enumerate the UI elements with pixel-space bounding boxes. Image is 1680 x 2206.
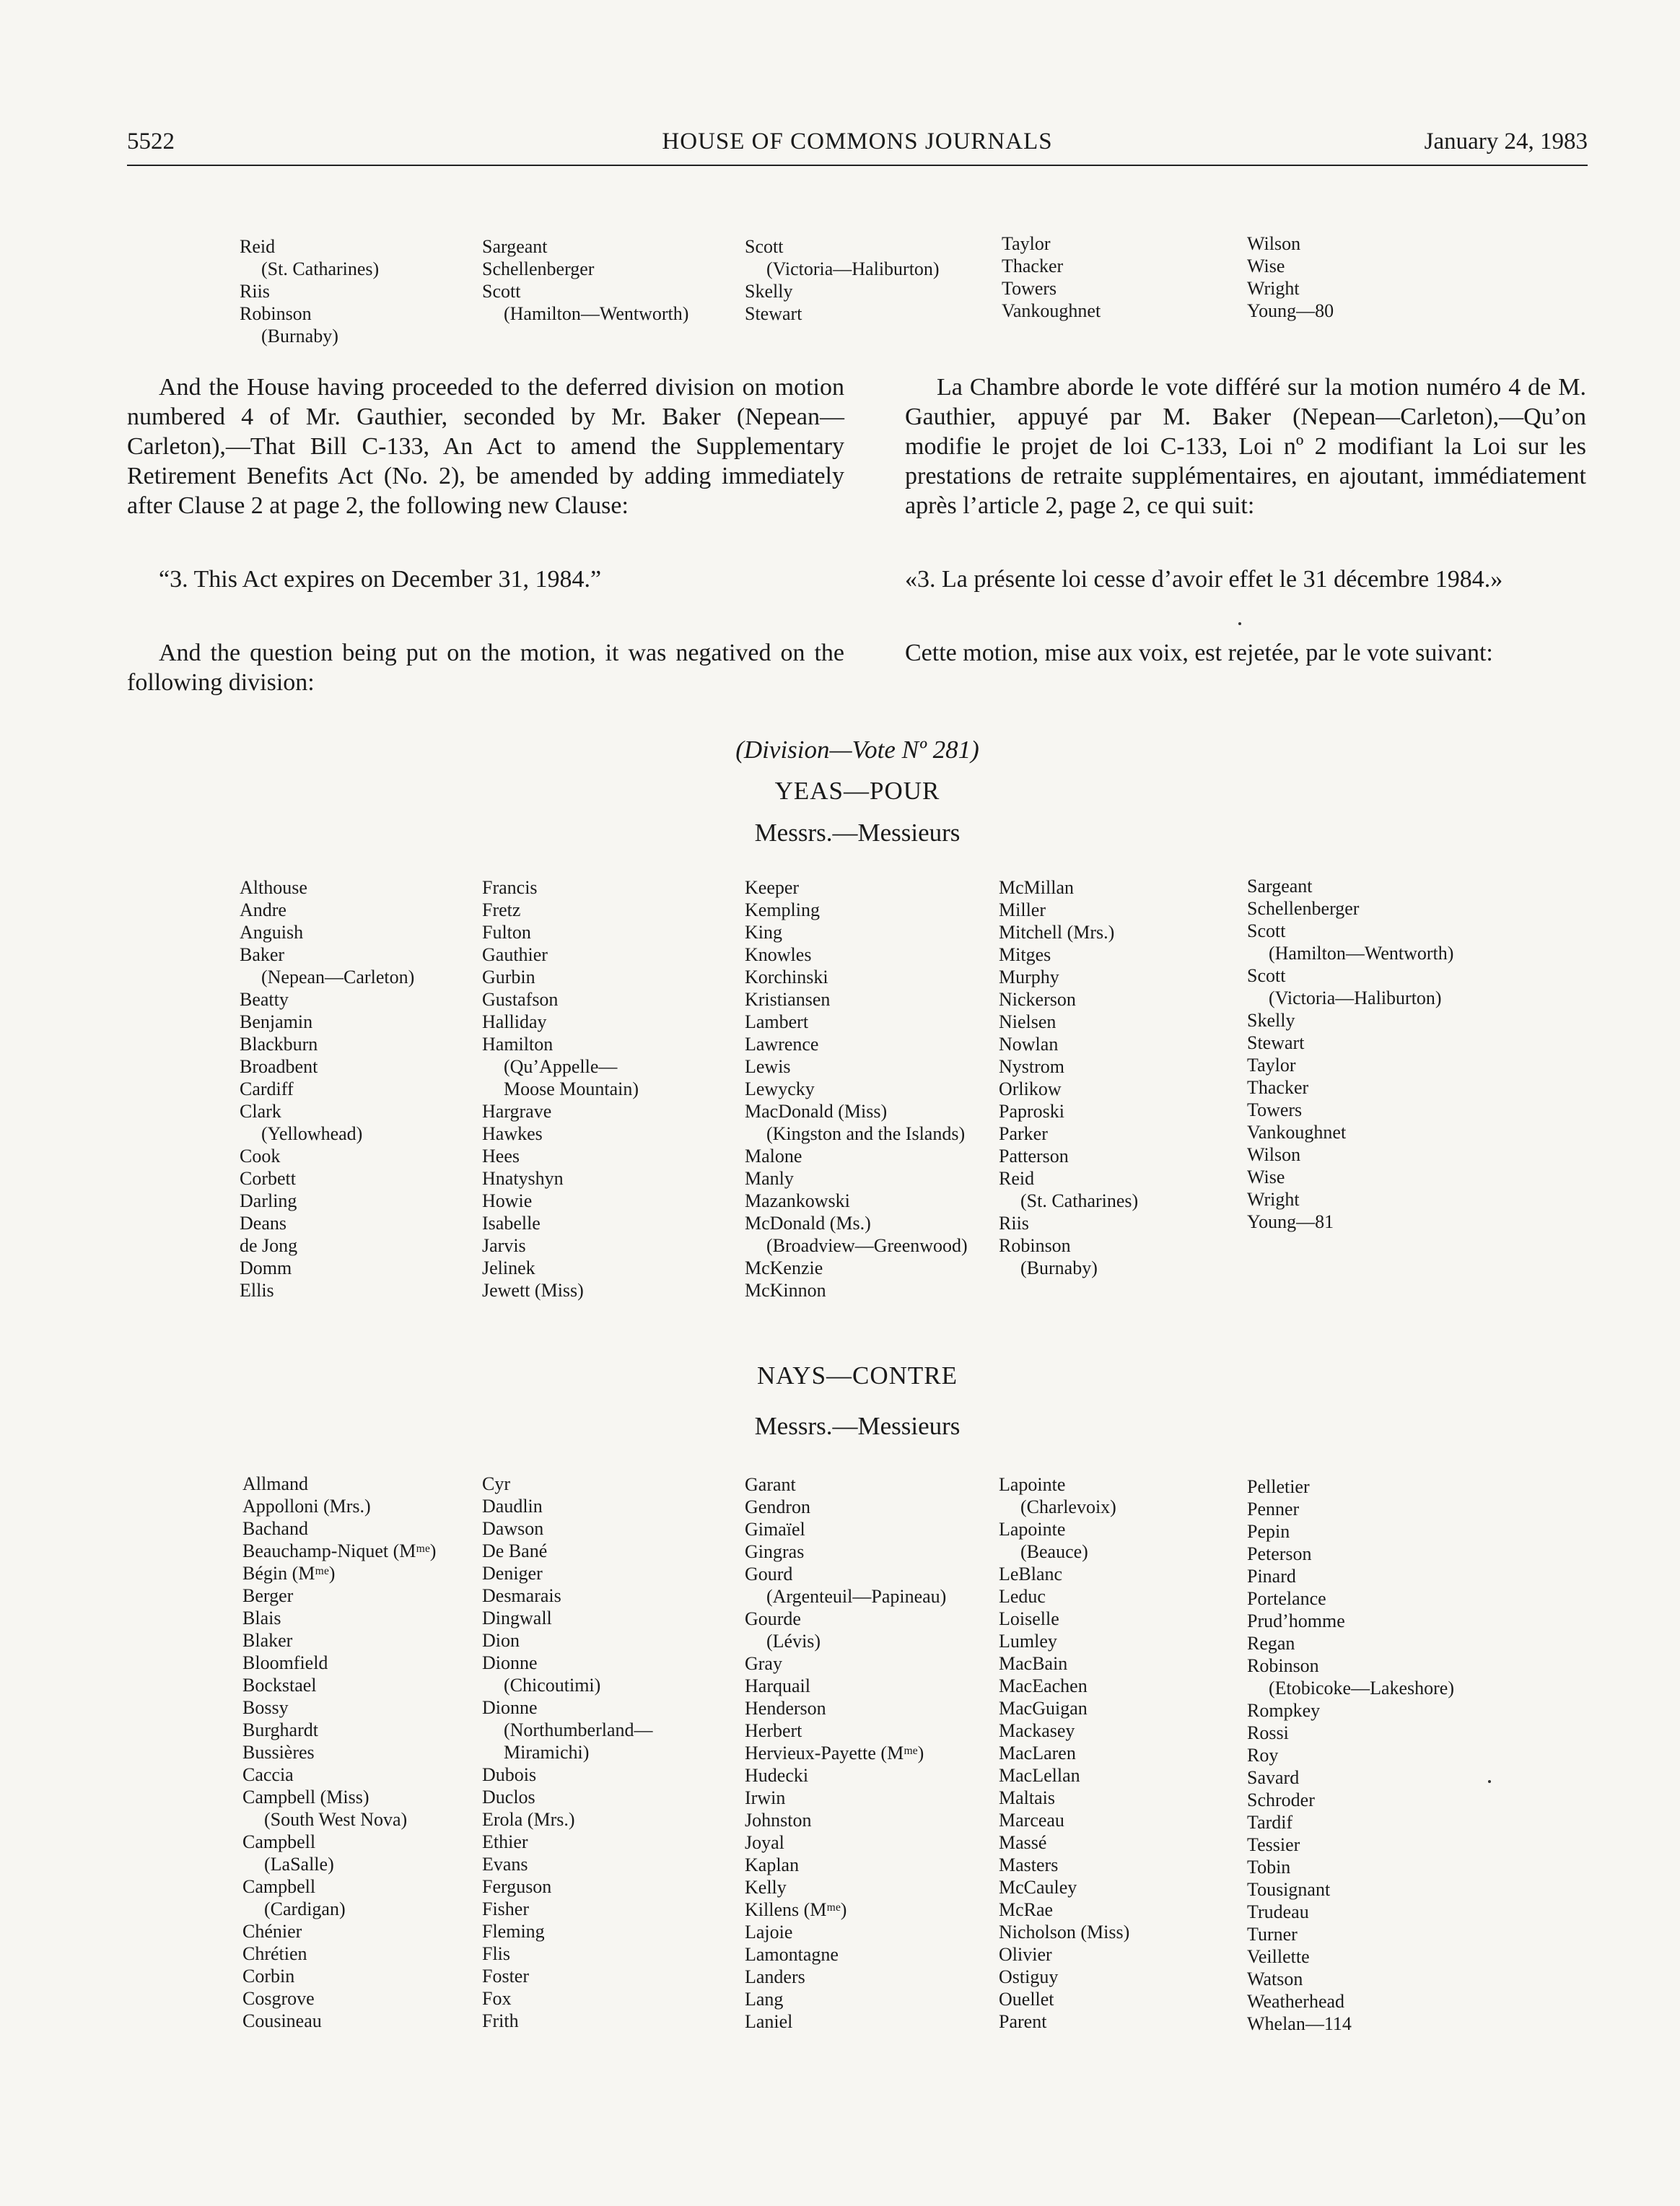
- member-name: Deans: [240, 1213, 286, 1234]
- member-name: Lambert: [745, 1011, 809, 1032]
- member-name: Bloomfield: [242, 1652, 328, 1673]
- member-name: Dubois: [482, 1764, 537, 1785]
- member-name: Stewart: [745, 303, 802, 324]
- member-name: Taylor: [1247, 1055, 1296, 1076]
- member-name: Korchinski: [745, 967, 828, 988]
- prev-col-4: [1002, 232, 1101, 322]
- english-quote: “3. This Act expires on December 31, 1984.”: [159, 566, 602, 593]
- member-name: Bégin (Mᵐᵉ): [242, 1563, 336, 1584]
- member-name: Howie: [482, 1190, 533, 1211]
- member-name: Andre: [240, 899, 286, 920]
- member-name: Herbert: [745, 1720, 802, 1741]
- member-name: Tessier: [1247, 1834, 1300, 1855]
- member-name: Blaker: [242, 1630, 293, 1651]
- yeas-col-2: [482, 876, 639, 1302]
- member-riding: (Hamilton—Wentworth): [1269, 943, 1454, 964]
- division-heading: (Division—Vote Nº 281): [735, 736, 979, 764]
- member-name: Wise: [1247, 1167, 1285, 1187]
- member-name: Henderson: [745, 1698, 826, 1719]
- member-name: Evans: [482, 1854, 528, 1875]
- member-name: Sargeant: [482, 236, 548, 257]
- member-name: McRae: [999, 1899, 1054, 1920]
- member-name: Pelletier: [1247, 1476, 1310, 1497]
- member-name: Young—80: [1247, 300, 1334, 321]
- member-name: Berger: [242, 1585, 294, 1606]
- member-name: Young—81: [1247, 1211, 1334, 1232]
- member-riding: (Victoria—Haliburton): [1269, 988, 1442, 1008]
- member-name: Savard: [1247, 1767, 1300, 1788]
- member-name: Francis: [482, 877, 538, 898]
- member-name: Nystrom: [999, 1056, 1064, 1077]
- member-name: Manly: [745, 1168, 794, 1189]
- member-name: Orlikow: [999, 1078, 1062, 1099]
- member-name: Cousineau: [242, 2010, 322, 2031]
- member-name: Watson: [1247, 1969, 1303, 1989]
- member-name: Jelinek: [482, 1257, 535, 1278]
- member-name: MacGuigan: [999, 1698, 1088, 1719]
- member-name: Johnston: [745, 1810, 812, 1831]
- member-name: Hamilton: [482, 1034, 554, 1055]
- yeas-col-5: [1247, 875, 1453, 1233]
- member-name: Dionne: [482, 1652, 538, 1673]
- nays-col-3: [745, 1473, 946, 2033]
- member-name: Pepin: [1247, 1521, 1290, 1542]
- member-name: Lapointe: [999, 1474, 1066, 1495]
- member-name: Foster: [482, 1966, 529, 1987]
- member-riding: (Beauce): [1020, 1541, 1088, 1562]
- member-name: Lang: [745, 1989, 784, 2010]
- member-name: Wise: [1247, 256, 1285, 276]
- member-name: Fretz: [482, 899, 521, 920]
- member-name: Knowles: [745, 944, 812, 965]
- member-name: Bussières: [242, 1742, 315, 1763]
- member-riding: (Nepean—Carleton): [261, 967, 415, 988]
- member-name: Patterson: [999, 1146, 1069, 1167]
- member-name: Dion: [482, 1630, 520, 1651]
- member-name: King: [745, 922, 782, 943]
- member-name: Parker: [999, 1123, 1048, 1144]
- member-name: Bockstael: [242, 1675, 317, 1696]
- member-name: Flis: [482, 1943, 511, 1964]
- member-name: Hudecki: [745, 1765, 809, 1786]
- member-name: Corbett: [240, 1168, 296, 1189]
- member-name: Scott: [1247, 920, 1286, 941]
- member-name: Lawrence: [745, 1034, 819, 1055]
- member-name: Bossy: [242, 1697, 289, 1718]
- member-name: Gourd: [745, 1564, 793, 1584]
- member-name: Gurbin: [482, 967, 535, 988]
- member-riding: Moose Mountain): [504, 1078, 639, 1099]
- member-name: Turner: [1247, 1924, 1298, 1945]
- member-name: Ostiguy: [999, 1966, 1059, 1987]
- member-name: Caccia: [242, 1764, 294, 1785]
- member-name: Leduc: [999, 1586, 1046, 1607]
- member-riding: Miramichi): [504, 1742, 590, 1763]
- member-name: Maltais: [999, 1787, 1055, 1808]
- member-name: Irwin: [745, 1787, 786, 1808]
- member-name: Campbell: [242, 1876, 316, 1897]
- member-name: Jarvis: [482, 1235, 526, 1256]
- member-riding: (Hamilton—Wentworth): [504, 303, 689, 324]
- member-name: Towers: [1002, 278, 1057, 299]
- member-name: Hargrave: [482, 1101, 552, 1122]
- prev-col-2: [482, 235, 688, 325]
- member-name: Loiselle: [999, 1608, 1059, 1629]
- french-quote: [905, 564, 1586, 594]
- member-name: Halliday: [482, 1011, 547, 1032]
- member-name: Marceau: [999, 1810, 1064, 1831]
- member-name: McCauley: [999, 1877, 1077, 1898]
- member-name: Schroder: [1247, 1789, 1315, 1810]
- member-name: Domm: [240, 1257, 292, 1278]
- member-name: Gray: [745, 1653, 782, 1674]
- member-name: Hees: [482, 1146, 520, 1167]
- french-quote-text: «3. La présente loi cesse d’avoir effet le 31 décembre 1984.»: [905, 566, 1503, 593]
- member-name: MacBain: [999, 1653, 1068, 1674]
- member-riding: (Lévis): [766, 1631, 821, 1652]
- yeas-subheading: Messrs.—Messieurs: [754, 819, 961, 847]
- member-name: Vankoughnet: [1002, 300, 1101, 321]
- member-name: Reid: [240, 236, 276, 257]
- member-name: Peterson: [1247, 1543, 1312, 1564]
- member-name: Ellis: [240, 1280, 274, 1301]
- prev-col-1: [240, 235, 379, 347]
- member-name: Cyr: [482, 1473, 510, 1494]
- yeas-col-3: [745, 876, 968, 1302]
- member-name: Cook: [240, 1146, 281, 1167]
- member-name: Penner: [1247, 1499, 1300, 1520]
- english-motion-paragraph: And the House having proceeded to the deferred division on motion numbered 4 of Mr. Gauthier, seconded by Mr. Baker (Nepean—Carleton),—That Bill C-133, An Act to amend the Supplementary Retirement Benefits Act (No. 2), be amended by adding immediately after Clause 2 at page 2, the following new Clause:: [127, 374, 844, 519]
- member-name: Cosgrove: [242, 1988, 315, 2009]
- member-name: Robinson: [1247, 1655, 1319, 1676]
- member-name: Pinard: [1247, 1566, 1296, 1587]
- member-riding: (St. Catharines): [261, 258, 380, 279]
- french-division-paragraph: Cette motion, mise aux voix, est rejetée, par le vote suivant:: [905, 640, 1493, 666]
- member-name: Ouellet: [999, 1989, 1054, 2010]
- member-name: Massé: [999, 1832, 1047, 1853]
- member-name: Allmand: [242, 1473, 308, 1494]
- member-name: Mackasey: [999, 1720, 1075, 1741]
- nays-subheading: Messrs.—Messieurs: [754, 1412, 961, 1440]
- member-name: Nicholson (Miss): [999, 1922, 1130, 1943]
- yeas-col-1: [240, 876, 414, 1302]
- member-name: Riis: [999, 1213, 1029, 1234]
- member-name: Taylor: [1002, 233, 1051, 254]
- member-name: Vankoughnet: [1247, 1122, 1347, 1143]
- member-name: Nickerson: [999, 989, 1076, 1010]
- member-name: Joyal: [745, 1832, 784, 1853]
- member-name: De Bané: [482, 1540, 548, 1561]
- member-name: McKinnon: [745, 1280, 826, 1301]
- member-name: Hnatyshyn: [482, 1168, 564, 1189]
- member-name: Roy: [1247, 1745, 1279, 1766]
- member-name: Kelly: [745, 1877, 787, 1898]
- member-name: Hervieux-Payette (Mᵐᵉ): [745, 1743, 924, 1764]
- member-name: Killens (Mᵐᵉ): [745, 1899, 847, 1920]
- prev-col-3: [745, 235, 940, 325]
- member-name: Lewycky: [745, 1078, 815, 1099]
- member-riding: (Etobicoke—Lakeshore): [1269, 1678, 1455, 1699]
- member-name: Gustafson: [482, 989, 559, 1010]
- member-name: Lajoie: [745, 1922, 793, 1943]
- member-name: Veillette: [1247, 1946, 1310, 1967]
- member-name: Jewett (Miss): [482, 1280, 584, 1301]
- member-name: Ethier: [482, 1831, 528, 1852]
- member-name: Fisher: [482, 1898, 529, 1919]
- member-name: Appolloni (Mrs.): [242, 1496, 371, 1517]
- member-name: Scott: [482, 281, 521, 302]
- nays-col-4: [999, 1473, 1129, 2033]
- member-name: MacLellan: [999, 1765, 1080, 1786]
- member-name: Baker: [240, 944, 285, 965]
- member-name: Mazankowski: [745, 1190, 850, 1211]
- member-name: Gendron: [745, 1496, 810, 1517]
- member-name: Blackburn: [240, 1034, 318, 1055]
- member-name: Towers: [1247, 1099, 1303, 1120]
- member-name: Campbell (Miss): [242, 1787, 369, 1808]
- french-motion-paragraph: La Chambre aborde le vote différé sur la motion numéro 4 de M. Gauthier, appuyé par M. Baker (Nepean—Carleton),—Qu’on modifie le projet de loi C-133, Loi nº 2 modifiant la Loi sur les prestations de retraite supplémentaires, en ajoutant, immédiatement après l’article 2, page 2, ce qui suit:: [905, 374, 1586, 519]
- member-riding: (St. Catharines): [1020, 1190, 1139, 1211]
- member-name: Reid: [999, 1168, 1035, 1189]
- member-name: Scott: [1247, 965, 1286, 986]
- member-name: Stewart: [1247, 1032, 1305, 1053]
- member-riding: (Yellowhead): [261, 1123, 363, 1144]
- member-name: Tobin: [1247, 1857, 1291, 1878]
- member-name: Lewis: [745, 1056, 791, 1077]
- yeas-heading: YEAS—POUR: [774, 777, 940, 805]
- member-riding: (South West Nova): [264, 1809, 408, 1830]
- member-name: Schellenberger: [1247, 898, 1360, 919]
- member-riding: (Burnaby): [1020, 1257, 1098, 1278]
- member-riding: (Northumberland—: [504, 1719, 653, 1740]
- member-name: Mitchell (Mrs.): [999, 922, 1115, 943]
- member-riding: (Charlevoix): [1020, 1496, 1116, 1517]
- member-name: Parent: [999, 2011, 1047, 2032]
- member-name: Desmarais: [482, 1585, 561, 1606]
- member-name: Rossi: [1247, 1722, 1289, 1743]
- member-riding: (Broadview—Greenwood): [766, 1235, 968, 1256]
- member-riding: (Cardigan): [264, 1898, 346, 1919]
- member-name: MacEachen: [999, 1675, 1088, 1696]
- member-riding: (Burnaby): [261, 326, 338, 346]
- member-name: Wright: [1247, 278, 1300, 299]
- journal-title: HOUSE OF COMMONS JOURNALS: [662, 128, 1053, 154]
- member-name: Weatherhead: [1247, 1991, 1345, 2012]
- nays-col-1: [242, 1473, 436, 2032]
- member-name: Chrétien: [242, 1943, 307, 1964]
- member-name: Riis: [240, 281, 270, 302]
- member-name: Dingwall: [482, 1608, 552, 1629]
- member-name: Ferguson: [482, 1876, 552, 1897]
- member-name: Lapointe: [999, 1519, 1066, 1540]
- member-name: Robinson: [999, 1235, 1071, 1256]
- member-riding: (Argenteuil—Papineau): [766, 1586, 947, 1607]
- member-name: Campbell: [242, 1831, 316, 1852]
- member-name: Clark: [240, 1101, 281, 1122]
- nays-heading: NAYS—CONTRE: [756, 1361, 958, 1390]
- member-name: Keeper: [745, 877, 800, 898]
- member-name: Kristiansen: [745, 989, 831, 1010]
- member-name: Masters: [999, 1854, 1059, 1875]
- member-name: Chénier: [242, 1921, 302, 1942]
- member-name: McDonald (Ms.): [745, 1213, 871, 1234]
- page-number: 5522: [127, 128, 175, 154]
- member-name: LeBlanc: [999, 1564, 1063, 1584]
- member-name: Trudeau: [1247, 1901, 1309, 1922]
- member-name: Skelly: [745, 281, 793, 302]
- member-name: Malone: [745, 1146, 802, 1167]
- english-division-paragraph: And the question being put on the motion, it was negatived on the following division:: [127, 640, 844, 696]
- member-name: Tardif: [1247, 1812, 1293, 1833]
- member-name: Mitges: [999, 944, 1051, 965]
- member-name: Whelan—114: [1247, 2013, 1352, 2034]
- member-name: McMillan: [999, 877, 1074, 898]
- member-name: Harquail: [745, 1675, 810, 1696]
- member-name: Laniel: [745, 2011, 793, 2032]
- prev-col-5: [1247, 232, 1334, 322]
- member-name: Sargeant: [1247, 876, 1313, 897]
- print-speck: [1238, 622, 1241, 625]
- member-name: Benjamin: [240, 1011, 313, 1032]
- member-name: Lumley: [999, 1631, 1057, 1652]
- member-name: Cardiff: [240, 1078, 294, 1099]
- member-name: de Jong: [240, 1235, 298, 1256]
- member-name: Schellenberger: [482, 258, 595, 279]
- journal-date: January 24, 1983: [1424, 128, 1588, 154]
- member-name: Dawson: [482, 1518, 544, 1539]
- member-name: Fox: [482, 1988, 512, 2009]
- member-name: Anguish: [240, 922, 304, 943]
- member-riding: (Qu’Appelle—: [504, 1056, 618, 1077]
- member-name: Prud’homme: [1247, 1610, 1345, 1631]
- member-name: Gauthier: [482, 944, 548, 965]
- member-name: Tousignant: [1247, 1879, 1331, 1900]
- member-name: MacDonald (Miss): [745, 1101, 888, 1122]
- member-name: Dionne: [482, 1697, 538, 1718]
- header-rule: [127, 165, 1588, 166]
- member-name: Burghardt: [242, 1719, 318, 1740]
- member-name: Thacker: [1247, 1077, 1309, 1098]
- member-name: Isabelle: [482, 1213, 541, 1234]
- member-name: Kempling: [745, 899, 820, 920]
- member-name: Olivier: [999, 1944, 1052, 1965]
- yeas-col-4: [999, 876, 1138, 1279]
- member-name: Landers: [745, 1966, 805, 1987]
- member-name: Fulton: [482, 922, 531, 943]
- member-name: Broadbent: [240, 1056, 318, 1077]
- member-name: Robinson: [240, 303, 312, 324]
- member-name: Darling: [240, 1190, 297, 1211]
- member-riding: (Kingston and the Islands): [766, 1123, 966, 1144]
- member-name: Portelance: [1247, 1588, 1326, 1609]
- member-name: Duclos: [482, 1787, 535, 1808]
- member-name: Fleming: [482, 1921, 545, 1942]
- member-name: Daudlin: [482, 1496, 543, 1517]
- member-name: Nielsen: [999, 1011, 1056, 1032]
- member-name: Wilson: [1247, 1144, 1301, 1165]
- member-name: Thacker: [1002, 256, 1064, 276]
- member-name: Nowlan: [999, 1034, 1059, 1055]
- member-riding: (Chicoutimi): [504, 1675, 601, 1696]
- member-name: Blais: [242, 1608, 281, 1629]
- member-name: Kaplan: [745, 1854, 800, 1875]
- member-name: Lamontagne: [745, 1944, 839, 1965]
- member-name: Althouse: [240, 877, 307, 898]
- member-name: Murphy: [999, 967, 1059, 988]
- member-name: Skelly: [1247, 1010, 1295, 1031]
- page-header: [127, 128, 1588, 166]
- member-name: Corbin: [242, 1966, 295, 1987]
- member-name: McKenzie: [745, 1257, 823, 1278]
- member-name: Gingras: [745, 1541, 805, 1562]
- member-name: Wilson: [1247, 233, 1301, 254]
- member-name: Beauchamp-Niquet (Mᵐᵉ): [242, 1540, 437, 1561]
- member-name: Gourde: [745, 1608, 801, 1629]
- member-name: Garant: [745, 1474, 796, 1495]
- member-name: Miller: [999, 899, 1046, 920]
- print-speck: [1488, 1780, 1491, 1783]
- member-name: Wright: [1247, 1189, 1300, 1210]
- member-name: Frith: [482, 2010, 519, 2031]
- member-name: Hawkes: [482, 1123, 543, 1144]
- member-name: Paproski: [999, 1101, 1064, 1122]
- member-name: Deniger: [482, 1563, 543, 1584]
- nays-col-2: [482, 1473, 653, 2032]
- member-name: Gimaïel: [745, 1519, 805, 1540]
- member-riding: (LaSalle): [264, 1854, 334, 1875]
- member-name: Bachand: [242, 1518, 308, 1539]
- nays-col-5: [1247, 1475, 1454, 2035]
- member-riding: (Victoria—Haliburton): [766, 258, 940, 279]
- member-name: Rompkey: [1247, 1700, 1321, 1721]
- member-name: Erola (Mrs.): [482, 1809, 575, 1830]
- member-name: Regan: [1247, 1633, 1295, 1654]
- member-name: Beatty: [240, 989, 289, 1010]
- member-name: Scott: [745, 236, 784, 257]
- member-name: MacLaren: [999, 1743, 1076, 1764]
